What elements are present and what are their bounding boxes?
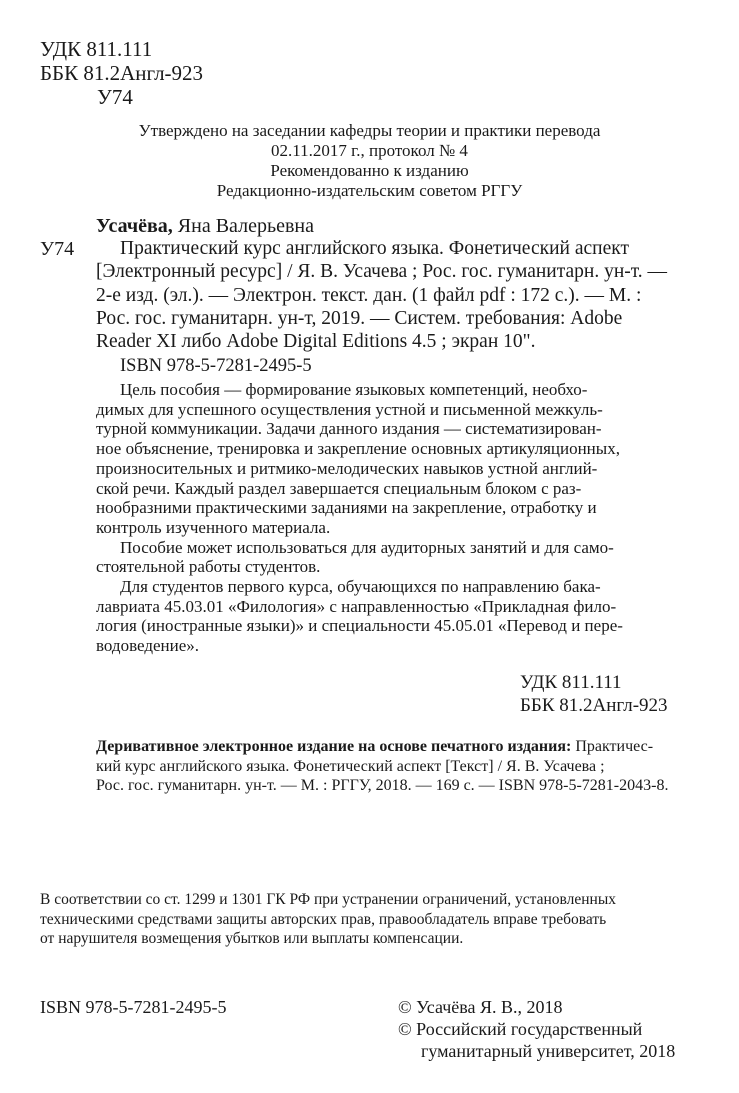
bbk-code: ББК 81.2Англ-923 [40,61,204,85]
copyright-line: © Усачёва Я. В., 2018 [398,997,563,1017]
annotation-line: водоведение». [96,636,200,656]
bbk-code: ББК 81.2Англ-923 [520,695,668,716]
copyright-line: © Российский государственный [398,1019,643,1039]
annotation [96,380,623,656]
udk-code: УДК 811.111 [520,672,622,693]
approval-line: 02.11.2017 г., протокол № 4 [271,141,468,160]
approval-line: Редакционно-издательским советом РГГУ [216,181,523,200]
legal-notice [40,890,616,949]
approval-block [0,121,739,201]
legal-line: от нарушителя возмещения убытков или выплаты компенсации. [40,930,464,947]
derivative-line: кий курс английского языка. Фонетический аспект [Текст] / Я. В. Усачева ; [96,757,605,775]
author-heading [96,215,314,237]
biblio-line: Рос. гос. гуманитарн. ун-т, 2019. — Систем. требования: Adobe [96,307,623,329]
annotation-line: контроль изученного материала. [96,517,331,537]
approval-line: Рекомендованно к изданию [270,161,469,180]
annotation-line: нообразними практическими заданиями на закрепление, отработку и [96,498,597,518]
biblio-line: Reader XI либо Adobe Digital Editions 4.5 ; экран 10". [96,331,536,353]
legal-line: техническими средствами защиты авторских прав, правообладатель вправе требовать [40,910,607,928]
author-mark-left: У74 [40,238,75,260]
biblio-line: 2-е изд. (эл.). — Электрон. текст. дан. (1 файл pdf : 172 с.). — М. : [96,284,642,306]
author-surname: Усачёва, [96,215,173,237]
annotation-line: ской речи. Каждый раздел завершается специальным блоком с раз- [96,478,582,498]
isbn-bottom: ISBN 978-5-7281-2495-5 [40,997,227,1017]
annotation-line: Для студентов первого курса, обучающихся по направлению бака- [120,577,601,597]
derivative-line [96,737,668,757]
annotation-line: турной коммуникации. Задачи данного издания — систематизирован- [96,419,602,439]
bibliographic-description [96,237,667,353]
derivative-note [96,737,668,796]
udk-code: УДК 811.111 [40,37,153,61]
author-name: Яна Валерьевна [177,215,314,237]
annotation-line: димых для успешного осуществления устной и письменной межкуль- [96,399,603,419]
derivative-text: Практичес- [575,738,654,755]
derivative-line: Рос. гос. гуманитарн. ун-т. — М. : РГГУ, 2018. — 169 с. — ISBN 978-5-7281-2043-8. [96,777,669,794]
annotation-line: логия (иностранные языки)» и специальности 45.05.01 «Перевод и пере- [96,616,623,636]
author-mark: У74 [97,85,133,109]
annotation-line: ное объяснение, тренировка и закрепление основных артикуляционных, [96,439,620,459]
approval-line: Утверждено на заседании кафедры теории и практики перевода [138,121,601,140]
annotation-line: Пособие может использоваться для аудиторных занятий и для само- [120,537,614,557]
biblio-line: [Электронный ресурс] / Я. В. Усачева ; Рос. гос. гуманитарн. ун-т. — [96,261,668,283]
copyright-line: гуманитарный университет, 2018 [421,1041,676,1061]
classification-footer [520,671,668,717]
annotation-line: лавриата 45.03.01 «Филология» с направленностью «Прикладная фило- [96,596,617,616]
isbn: ISBN 978-5-7281-2495-5 [120,356,312,376]
copyright-block [398,996,675,1062]
legal-line: В соответствии со ст. 1299 и 1301 ГК РФ при устранении ограничений, установленных [40,891,616,908]
annotation-line: Цель пособия — формирование языковых компетенций, необхо- [120,380,588,399]
annotation-line: стоятельной работы студентов. [96,557,321,577]
derivative-label: Деривативное электронное издание на основе печатного издания: [96,738,572,755]
annotation-line: произносительных и ритмико-мелодических навыков устной англий- [96,458,598,478]
biblio-line: Практический курс английского языка. Фонетический аспект [120,238,629,259]
